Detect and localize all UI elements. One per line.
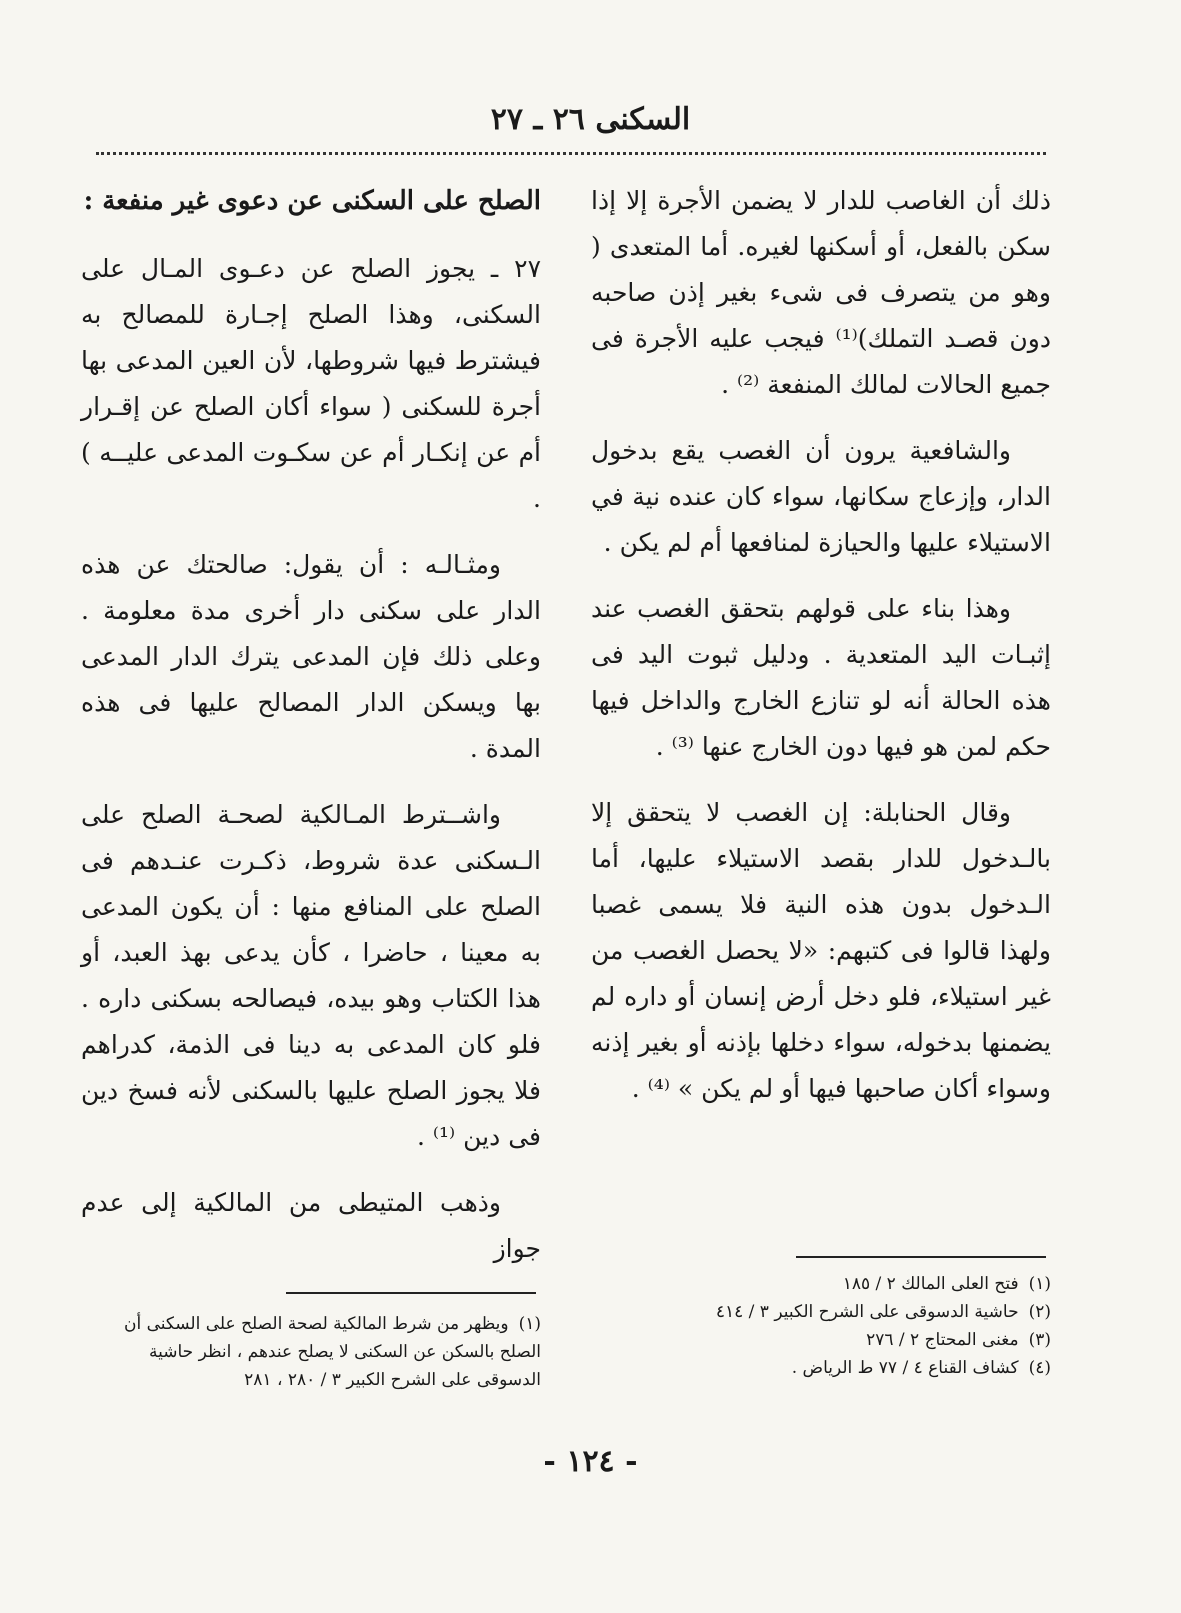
paragraph: ذلك أن الغاصب للدار لا يضمن الأجرة إلا إذا سكن بالفعل، أو أسكنها لغيره. أما المتعدى ( وهو من يتصرف فى شىء بغير إذن صاحبه دون قصـد التملك)⁽¹⁾ فيجب عليه الأجرة فى جميع الحالات لمالك المنفعة ⁽²⁾ . xyxy=(591,186,1051,399)
paragraph: والشافعية يرون أن الغصب يقع بدخول الدار، وإزعاج سكانها، سواء كان عنده نية في الاستيلاء عليها والحيازة لمنافعها أم لم يكن . xyxy=(591,436,1051,557)
footnote-number: (٣) xyxy=(1028,1330,1051,1350)
footnotes-left xyxy=(81,1310,541,1394)
header-dotted-rule xyxy=(96,152,1046,155)
paragraph: وهذا بناء على قولهم بتحقق الغصب عند إثبـات اليد المتعدية . ودليل ثبوت اليد فى هذه الحالة أنه لو تنازع الخارج والداخل فيها حكم لمن هو فيها دون الخارج عنها ⁽³⁾ . xyxy=(591,594,1051,761)
footnote-item xyxy=(81,1310,541,1394)
footnote-text: مغنى المحتاج ٢ / ٢٧٦ xyxy=(866,1330,1019,1350)
running-header-title: السكنى ٢٦ ـ ٢٧ xyxy=(490,102,691,137)
footnote-text: فتح العلى المالك ٢ / ١٨٥ xyxy=(842,1274,1019,1294)
footnote-separator xyxy=(286,1292,536,1294)
footnote-item xyxy=(591,1298,1051,1326)
footnotes-right xyxy=(591,1270,1051,1382)
paragraph: واشــترط المـالكية لصحـة الصلح على الـسكنى عدة شروط، ذكـرت عنـدهم فى الصلح على المنافع منها : أن يكون المدعى به معينا ، حاضرا ، كأن يدعى بهذ العبد، أو هذا الكتاب وهو بيده، فيصالحه بسكنى داره . فلو كان المدعى به دينا فى الذمة، كدراهم فلا يجوز الصلح عليها بالسكنى لأنه فسخ دين فى دين ⁽¹⁾ . xyxy=(81,800,541,1151)
paragraph: وقال الحنابلة: إن الغصب لا يتحقق إلا بالـدخول للدار بقصد الاستيلاء عليها، أما الـدخول بدون هذه النية فلا يسمى غصبا ولهذا قالوا فى كتبهم: «لا يحصل الغصب من غير استيلاء، فلو دخل أرض إنسان أو داره لم يضمنها بدخوله، سواء دخلها بإذنه أو بغير إذنه وسواء أكان صاحبها فيها أو لم يكن » ⁽⁴⁾ . xyxy=(591,798,1051,1103)
footnote-number: (٢) xyxy=(1028,1302,1051,1322)
paragraph: ومثـالـه : أن يقول: صالحتك عن هذه الدار على سكنى دار أخرى مدة معلومة . وعلى ذلك فإن المدعى يترك الدار المدعى بها ويسكن الدار المصالح عليها فى هذه المدة . xyxy=(81,550,541,763)
footnote-item xyxy=(591,1326,1051,1354)
footnote-separator xyxy=(796,1256,1046,1258)
footnote-text: كشاف القناع ٤ / ٧٧ ط الرياض . xyxy=(791,1358,1019,1378)
right-column xyxy=(591,178,1051,1132)
footnote-item xyxy=(591,1354,1051,1382)
footnote-item xyxy=(591,1270,1051,1298)
paragraph: ٢٧ ـ يجوز الصلح عن دعـوى المـال على السكنى، وهذا الصلح إجـارة للمصالح به فيشترط فيها شروطها، لأن العين المدعى بها أجرة للسكنى ( سواء أكان الصلح عن إقـرار أم عن إنكـار أم عن سكـوت المدعى عليــه ) . xyxy=(81,254,541,513)
footnote-number: (١) xyxy=(518,1314,541,1334)
page-number: - ١٢٤ - xyxy=(543,1444,638,1479)
footnote-number: (٤) xyxy=(1028,1358,1051,1378)
paragraph: وذهب المتيطى من المالكية إلى عدم جواز xyxy=(81,1188,541,1263)
left-column xyxy=(81,178,541,1292)
section-heading: الصلح على السكنى عن دعوى غير منفعة : xyxy=(83,186,541,216)
footnote-number: (١) xyxy=(1028,1274,1051,1294)
footnote-text: حاشية الدسوقى على الشرح الكبير ٣ / ٤١٤ xyxy=(715,1302,1019,1322)
footnote-text: ويظهر من شرط المالكية لصحة الصلح على السكنى أن الصلح بالسكن عن السكنى لا يصلح عندهم ، انظر حاشية الدسوقى على الشرح الكبير ٣ / ٢٨٠ ، ٢٨١ xyxy=(123,1314,541,1390)
